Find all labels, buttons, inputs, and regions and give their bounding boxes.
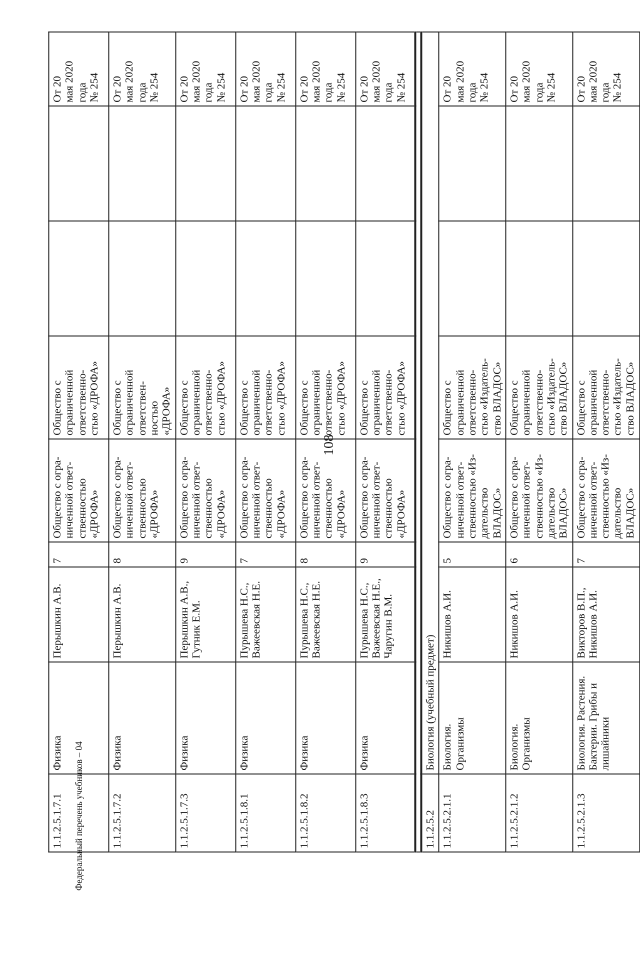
cell-c7 <box>48 221 108 336</box>
page-footer: Федеральный перечень учебников – 04 <box>74 741 84 891</box>
cell-title: Физика <box>108 662 175 774</box>
cell-c8 <box>505 106 572 221</box>
cell-authors: Пурышева Н.С., Важеевская Н.Е., Чаругин В.М. <box>355 567 415 662</box>
cell-grade: 8 <box>295 542 355 567</box>
cell-authors: Викторов В.П., Никишов А.И. <box>572 567 639 662</box>
cell-title: Физика <box>355 662 415 774</box>
cell-c7 <box>439 221 506 336</box>
cell-grade: 7 <box>48 542 108 567</box>
cell-c7 <box>572 221 639 336</box>
cell-c8 <box>355 106 415 221</box>
cell-c8 <box>175 106 235 221</box>
cell-title: Физика <box>175 662 235 774</box>
cell-c7 <box>505 221 572 336</box>
cell-c8 <box>439 106 506 221</box>
cell-code: 1.1.2.5.1.7.3 <box>175 774 235 852</box>
section-title: Биология (учебный предмет) <box>421 32 439 774</box>
cell-order: От 20 мая 2020 года № 254 <box>295 32 355 106</box>
table-row <box>295 32 355 852</box>
cell-publisher: Общество с огра- ниченной ответ- ственностью «Из- дательство ВЛАДОС» <box>505 439 572 542</box>
cell-publisher: Общество с огра- ниченной ответ- ственностью «ДРОФА» <box>48 439 108 542</box>
table-row <box>355 32 415 852</box>
cell-order: От 20 мая 2020 года № 254 <box>108 32 175 106</box>
cell-grade: 7 <box>572 542 639 567</box>
cell-title: Физика <box>235 662 295 774</box>
cell-pub2: Общество с ограниченной ответственно- стью «ДРОФА» <box>295 336 355 439</box>
table-row <box>572 32 639 852</box>
cell-code: 1.1.2.5.1.8.1 <box>235 774 295 852</box>
cell-pub2: Общество с ограниченной ответственно- стью «ДРОФА» <box>48 336 108 439</box>
cell-c7 <box>355 221 415 336</box>
cell-code: 1.1.2.5.2.1.3 <box>572 774 639 852</box>
cell-publisher: Общество с огра- ниченной ответ- ственностью «ДРОФА» <box>355 439 415 542</box>
cell-title: Биология. Растения. Бактерии. Грибы и лишайники <box>572 662 639 774</box>
cell-title: Биология. Организмы <box>505 662 572 774</box>
section-row <box>421 32 439 852</box>
cell-grade: 7 <box>235 542 295 567</box>
cell-c8 <box>108 106 175 221</box>
cell-authors: Перышкин А.В. <box>48 567 108 662</box>
cell-authors: Пурышева Н.С., Важеевская Н.Е. <box>235 567 295 662</box>
cell-order: От 20 мая 2020 года № 254 <box>235 32 295 106</box>
cell-c8 <box>295 106 355 221</box>
cell-c7 <box>108 221 175 336</box>
page-number: 108 <box>322 434 337 456</box>
cell-authors: Пурышева Н.С., Важеевская Н.Е. <box>295 567 355 662</box>
cell-c8 <box>235 106 295 221</box>
cell-grade: 8 <box>108 542 175 567</box>
cell-c7 <box>295 221 355 336</box>
cell-order: От 20 мая 2020 года № 254 <box>48 32 108 106</box>
cell-code: 1.1.2.5.1.7.2 <box>108 774 175 852</box>
divider-cell <box>415 32 421 852</box>
cell-pub2: Общество с ограниченной ответствен- ностью «ДРОФА» <box>108 336 175 439</box>
cell-publisher: Общество с огра- ниченной ответ- ственностью «ДРОФА» <box>235 439 295 542</box>
cell-pub2: Общество с ограниченной ответственно- стью «Издатель- ство ВЛАДОС» <box>439 336 506 439</box>
table-row <box>235 32 295 852</box>
cell-code: 1.1.2.5.2.1.1 <box>439 774 506 852</box>
cell-publisher: Общество с огра- ниченной ответ- ственностью «Из- дательство ВЛАДОС» <box>439 439 506 542</box>
section-code: 1.1.2.5.2 <box>421 774 439 852</box>
cell-publisher: Общество с огра- ниченной ответ- ственностью «ДРОФА» <box>108 439 175 542</box>
cell-pub2: Общество с ограниченной ответственно- стью «ДРОФА» <box>175 336 235 439</box>
cell-order: От 20 мая 2020 года № 254 <box>355 32 415 106</box>
cell-code: 1.1.2.5.1.8.2 <box>295 774 355 852</box>
cell-authors: Перышкин А.В. <box>108 567 175 662</box>
cell-authors: Никишов А.И. <box>439 567 506 662</box>
cell-authors: Перышкин А.В., Гутник Е.М. <box>175 567 235 662</box>
cell-pub2: Общество с ограниченной ответственно- стью «Издатель- ство ВЛАДОС» <box>572 336 639 439</box>
table-row <box>175 32 235 852</box>
cell-order: От 20 мая 2020 года № 254 <box>439 32 506 106</box>
cell-c7 <box>175 221 235 336</box>
cell-grade: 9 <box>355 542 415 567</box>
cell-c8 <box>48 106 108 221</box>
cell-order: От 20 мая 2020 года № 254 <box>572 32 639 106</box>
cell-authors: Никишов А.И. <box>505 567 572 662</box>
cell-publisher: Общество с огра- ниченной ответ- ственностью «Из- дательство ВЛАДОС» <box>572 439 639 542</box>
table-row <box>505 32 572 852</box>
section-divider <box>415 32 421 852</box>
table-row <box>108 32 175 852</box>
cell-grade: 6 <box>505 542 572 567</box>
cell-title: Биология. Организмы <box>439 662 506 774</box>
cell-code: 1.1.2.5.2.1.2 <box>505 774 572 852</box>
cell-grade: 9 <box>175 542 235 567</box>
cell-pub2: Общество с ограниченной ответственно- стью «ДРОФА» <box>235 336 295 439</box>
cell-order: От 20 мая 2020 года № 254 <box>505 32 572 106</box>
cell-publisher: Общество с огра- ниченной ответ- ственностью «ДРОФА» <box>175 439 235 542</box>
table-row <box>439 32 506 852</box>
cell-c8 <box>572 106 639 221</box>
table-container <box>50 32 636 852</box>
cell-c7 <box>235 221 295 336</box>
textbook-table <box>48 32 640 853</box>
cell-publisher: Общество с огра- ниченной ответ- ственностью «ДРОФА» <box>295 439 355 542</box>
cell-order: От 20 мая 2020 года № 254 <box>175 32 235 106</box>
cell-code: 1.1.2.5.1.7.1 <box>48 774 108 852</box>
cell-pub2: Общество с ограниченной ответственно- стью «ДРОФА» <box>355 336 415 439</box>
cell-title: Физика <box>48 662 108 774</box>
cell-title: Физика <box>295 662 355 774</box>
cell-code: 1.1.2.5.1.8.3 <box>355 774 415 852</box>
cell-pub2: Общество с ограниченной ответственно- стью «Издатель- ство ВЛАДОС» <box>505 336 572 439</box>
cell-grade: 5 <box>439 542 506 567</box>
